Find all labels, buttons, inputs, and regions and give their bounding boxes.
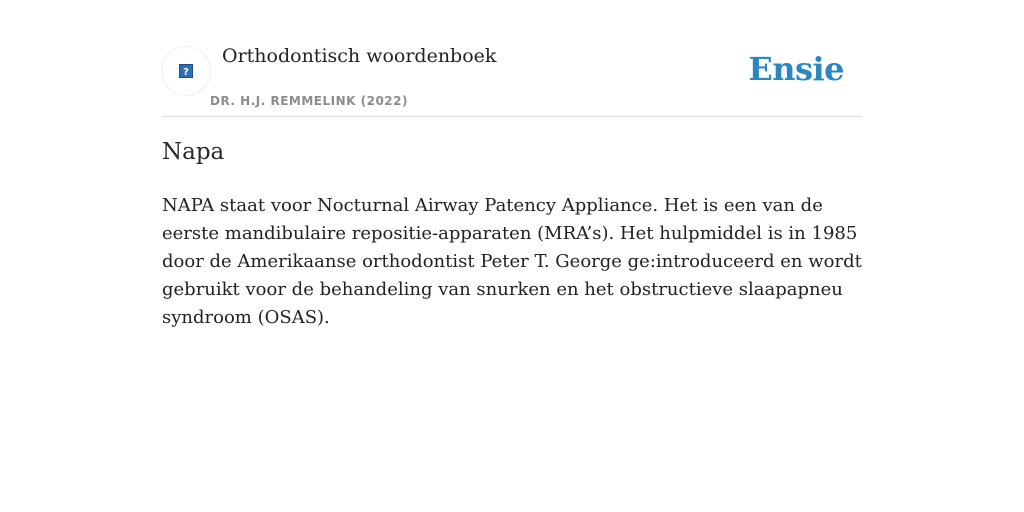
header (162, 0, 862, 117)
entry-title: Napa (162, 139, 225, 165)
book-author: DR. H.J. REMMELINK (2022) (210, 94, 408, 108)
page (162, 0, 862, 328)
question-mark-icon (179, 64, 193, 78)
book-question-icon[interactable] (162, 47, 210, 95)
svg-text:?: ? (183, 67, 189, 78)
entry-body: NAPA staat voor Nocturnal Airway Patency Appliance. Het is een van de eerste mandibulaire repositie-apparaten (MRA’s). Het hulpmiddel is in 1985 door de Amerikaanse orthodontist Peter T. George ge:introduceerd en wordt gebruikt voor de behandeling van snurken en het obstructieve slaapapneu syndroom (OSAS). (162, 195, 862, 328)
book-title[interactable]: Orthodontisch woordenboek (222, 45, 497, 67)
ensie-logo[interactable]: Ensie (748, 50, 844, 88)
